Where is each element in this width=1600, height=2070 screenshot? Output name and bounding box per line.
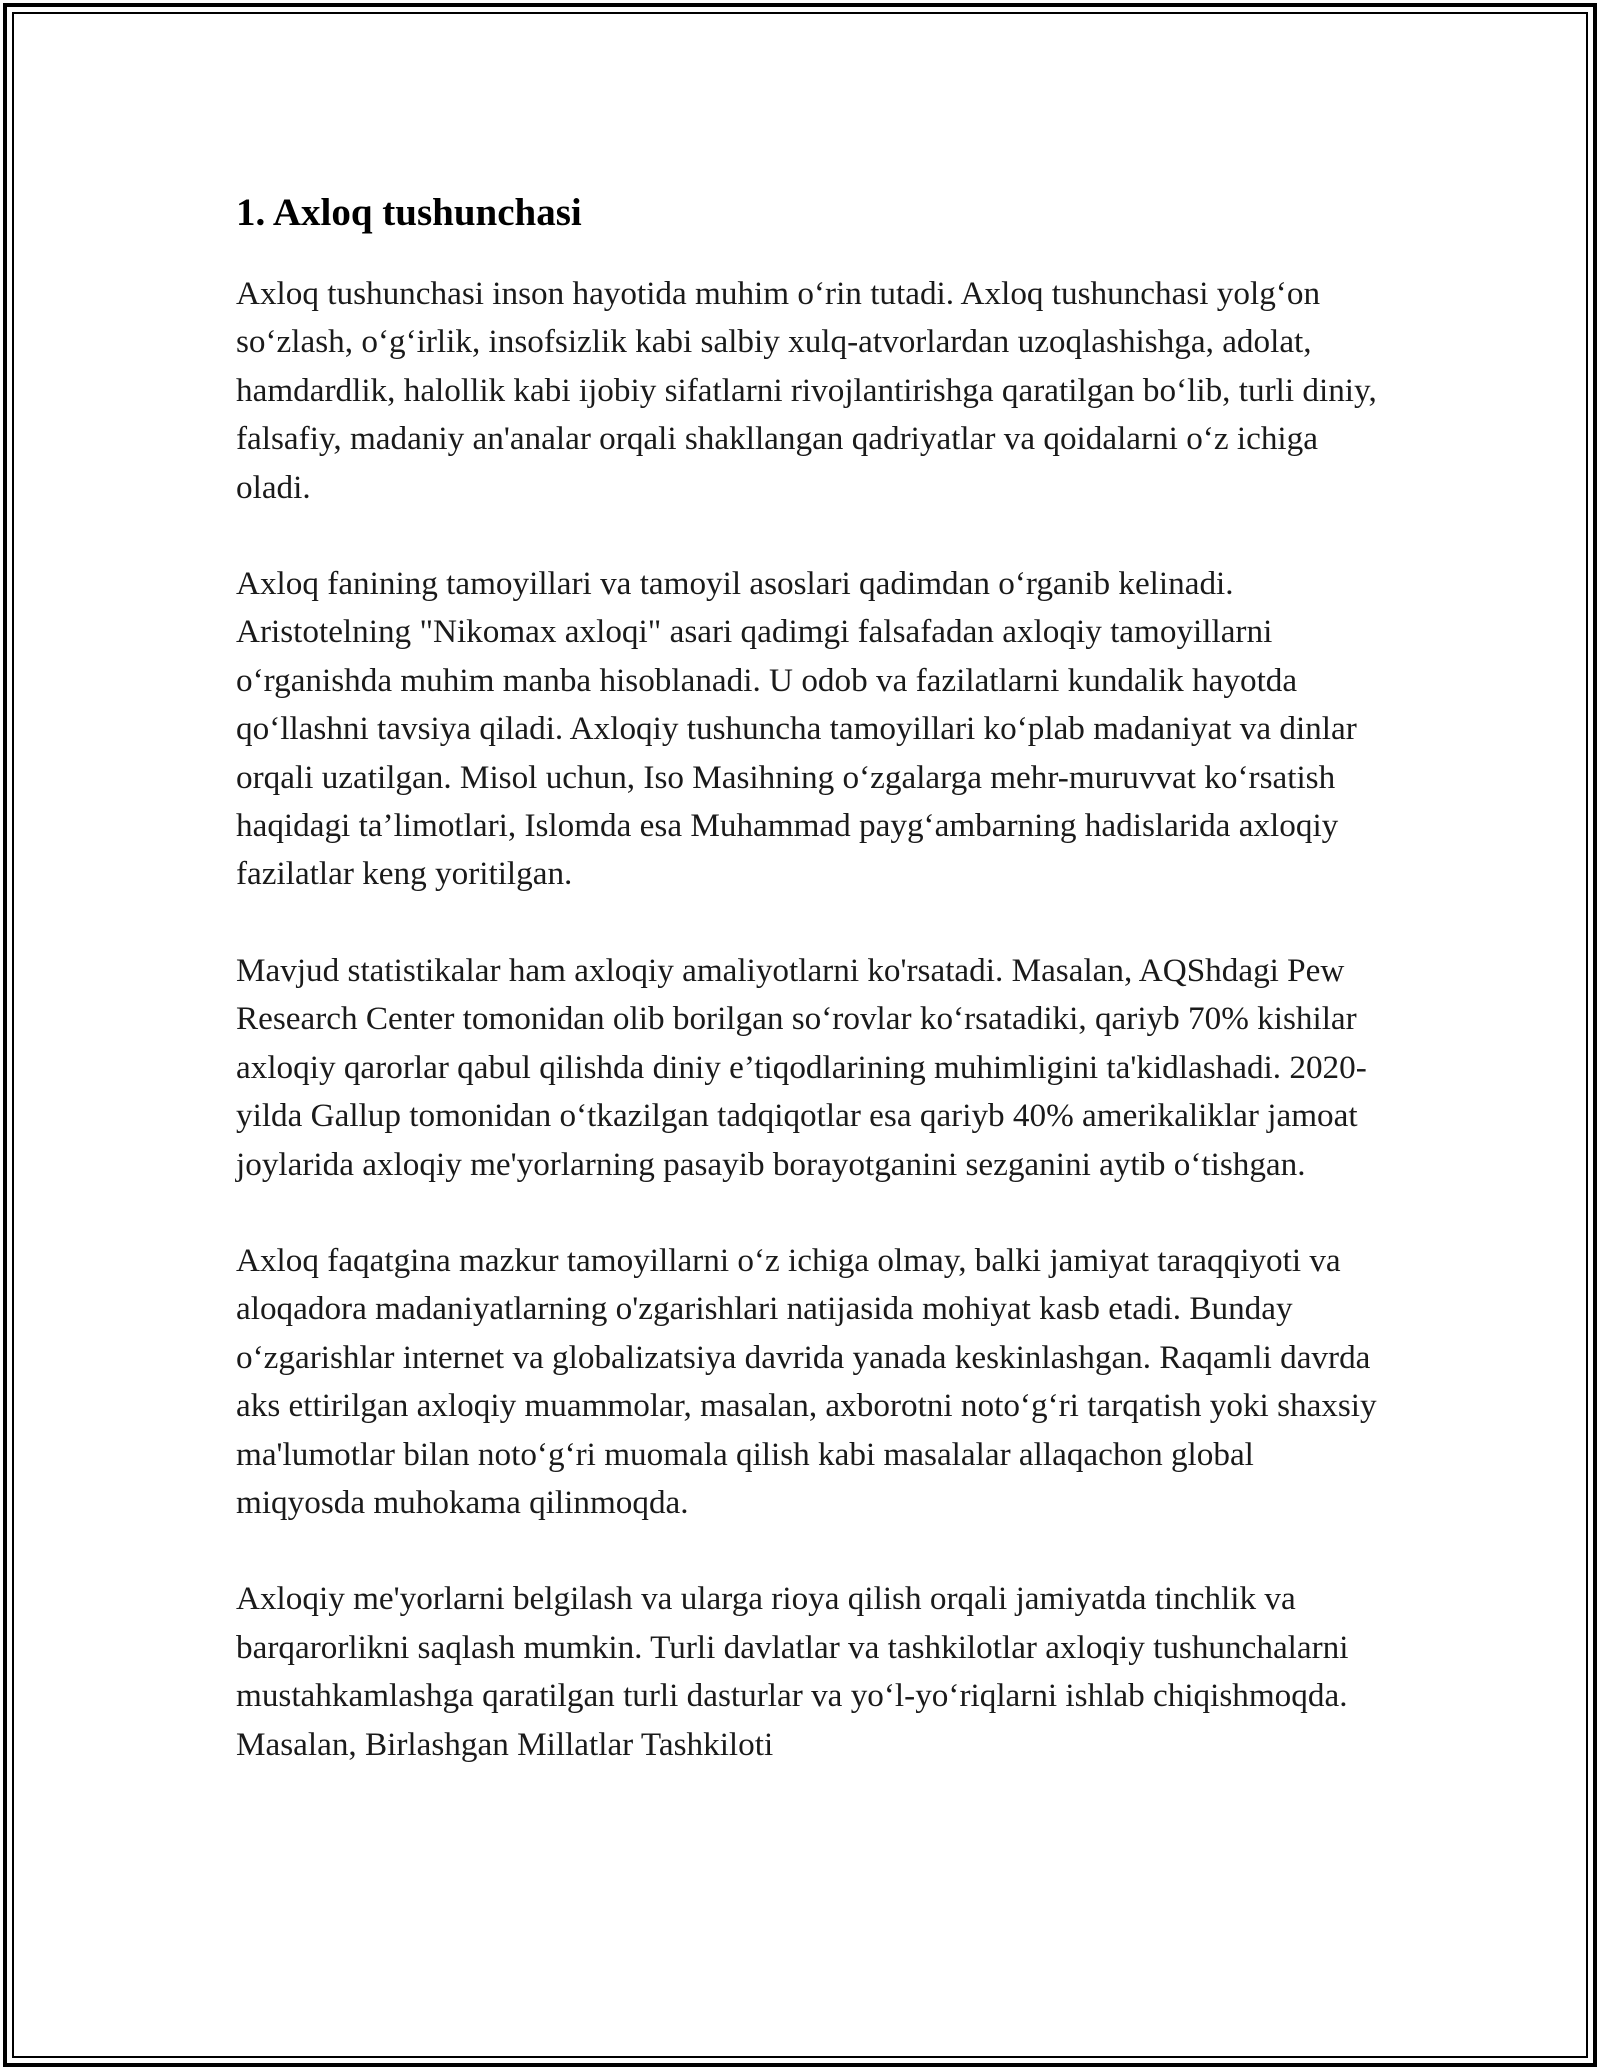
paragraph-3: Mavjud statistikalar ham axloqiy amaliyotlarni ko'rsatadi. Masalan, AQShdagi Pew Research Center tomonidan olib borilgan soʻrovlar koʻrsatadiki, qariyb 70% kishilar axloqiy qarorlar qabul qilishda diniy e’tiqodlarining muhimligini ta'kidlashadi. 2020-yilda Gallup tomonidan oʻtkazilgan tadqiqotlar esa qariyb 40% amerikaliklar jamoat joylarida axloqiy me'yorlarning pasayib borayotganini sezganini aytib oʻtishgan. — [236, 951, 1367, 1183]
paragraph-1: Axloq tushunchasi inson hayotida muhim oʻrin tutadi. Axloq tushunchasi yolgʻon soʻzlash, oʻgʻirlik, insofsizlik kabi salbiy xulq-atvorlardan uzoqlashishga, adolat, hamdardlik, halollik kabi ijobiy sifatlarni rivojlantirishga qaratilgan boʻlib, turli diniy, falsafiy, madaniy an'analar orqali shakllangan qadriyatlar va qoidalarni oʻz ichiga oladi. — [236, 275, 1377, 506]
paragraph-4: Axloq faqatgina mazkur tamoyillarni oʻz ichiga olmay, balki jamiyat taraqqiyoti va aloqadora madaniyatlarning o'zgarishlari natijasida mohiyat kasb etadi. Bunday oʻzgarishlar internet va globalizatsiya davrida yanada keskinlashgan. Raqamli davrda aks ettirilgan axloqiy muammolar, masalan, axborotni notoʻgʻri tarqatish yoki shaxsiy ma'lumotlar bilan notoʻgʻri muomala qilish kabi masalalar allaqachon global miqyosda muhokama qilinmoqda. — [236, 1241, 1377, 1521]
section-heading: 1. Axloq tushunchasi — [236, 191, 582, 234]
paragraph-2: Axloq fanining tamoyillari va tamoyil asoslari qadimdan oʻrganib kelinadi. Aristotelning "Nikomax axloqi" asari qadimgi falsafadan axloqiy tamoyillarni oʻrganishda muhim manba hisoblanadi. U odob va fazilatlarni kundalik hayotda qoʻllashni tavsiya qiladi. Axloqiy tushuncha tamoyillari koʻplab madaniyat va dinlar orqali uzatilgan. Misol uchun, Iso Masihning oʻzgalarga mehr-muruvvat koʻrsatish haqidagi ta’limotlari, Islomda esa Muhammad paygʻambarning hadislarida axloqiy fazilatlar keng yoritilgan. — [236, 565, 1357, 893]
paragraph-5: Axloqiy me'yorlarni belgilash va ularga rioya qilish orqali jamiyatda tinchlik va barqarorlikni saqlash mumkin. Turli davlatlar va tashkilotlar axloqiy tushunchalarni mustahkamlashga qaratilgan turli dasturlar va yoʻl-yoʻriqlarni ishlab chiqishmoqda. Masalan, Birlashgan Millatlar Tashkiloti — [236, 1580, 1349, 1763]
document-body — [236, 188, 1386, 1817]
